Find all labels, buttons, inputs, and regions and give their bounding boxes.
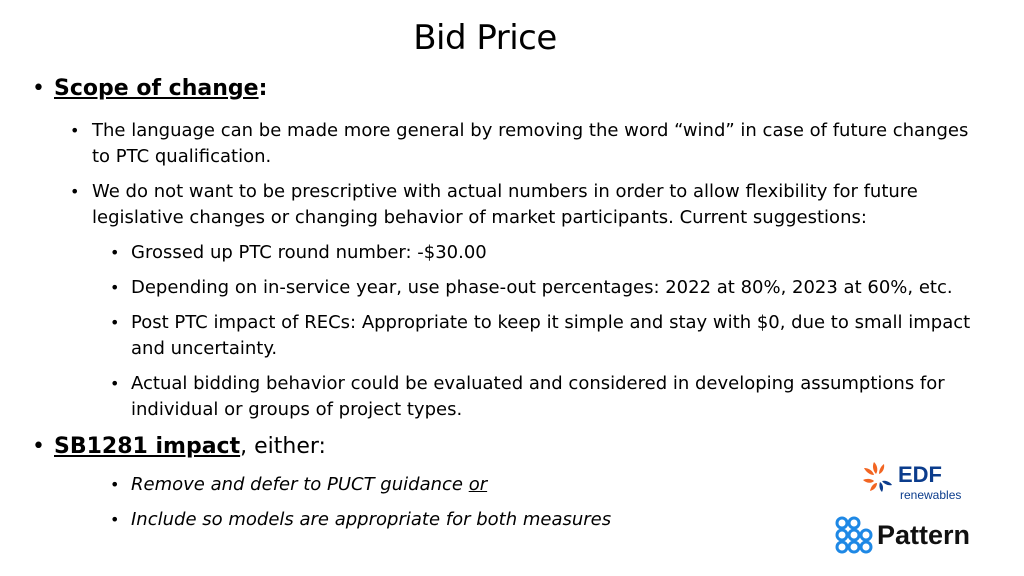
option-or: or	[468, 474, 488, 495]
option-text: Remove and defer to PUCT guidance	[131, 474, 469, 495]
pattern-logo	[833, 512, 983, 556]
bullet-dot: •	[70, 121, 80, 140]
pattern-grid-icon	[837, 518, 871, 552]
suggestion-text: Grossed up PTC round number: -$30.00	[131, 242, 487, 263]
sb1281-option-1	[110, 472, 990, 498]
suggestion-text: Post PTC impact of RECs: Appropriate to keep it simple and stay with $0, due to small impact and uncertainty.	[131, 312, 971, 359]
sb1281-suffix: , either:	[240, 434, 326, 459]
scope-point-2	[70, 179, 990, 231]
bullet-sb1281	[32, 434, 326, 459]
edf-renewables-logo	[860, 458, 970, 503]
edf-sun-icon	[863, 462, 892, 492]
suggestion-2	[110, 275, 990, 301]
scope-point-text: We do not want to be prescriptive with actual numbers in order to allow flexibility for future legislative changes or changing behavior of market participants. Current suggestions:	[92, 181, 918, 228]
bullet-dot: •	[110, 313, 120, 332]
slide-title: Bid Price	[413, 18, 557, 58]
bullet-dot: •	[32, 434, 45, 459]
bullet-dot: •	[70, 182, 80, 201]
scope-point-text: The language can be made more general by removing the word “wind” in case of future changes to PTC qualification.	[92, 120, 969, 167]
scope-point-1	[70, 118, 990, 170]
suggestion-text: Depending on in-service year, use phase-out percentages: 2022 at 80%, 2023 at 60%, etc.	[131, 277, 953, 298]
suggestion-3	[110, 310, 990, 362]
bullet-scope-of-change	[32, 76, 267, 101]
edf-logo-subtext: renewables	[900, 488, 962, 502]
suggestion-text: Actual bidding behavior could be evaluated and considered in developing assumptions for individual or groups of project types.	[131, 373, 945, 420]
suggestion-1	[110, 240, 990, 266]
bullet-dot: •	[110, 475, 120, 494]
bullet-dot: •	[32, 76, 45, 101]
bullet-dot: •	[110, 278, 120, 297]
bullet-dot: •	[110, 243, 120, 262]
bullet-dot: •	[110, 374, 120, 393]
suggestion-4	[110, 371, 990, 423]
bullet-dot: •	[110, 510, 120, 529]
option-text: Include so models are appropriate for both measures	[131, 509, 612, 530]
scope-colon: :	[258, 76, 268, 101]
sb1281-heading: SB1281 impact	[54, 434, 241, 459]
edf-logo-text: EDF	[898, 462, 942, 487]
scope-heading: Scope of change	[54, 76, 259, 101]
pattern-logo-text: Pattern	[877, 520, 971, 550]
